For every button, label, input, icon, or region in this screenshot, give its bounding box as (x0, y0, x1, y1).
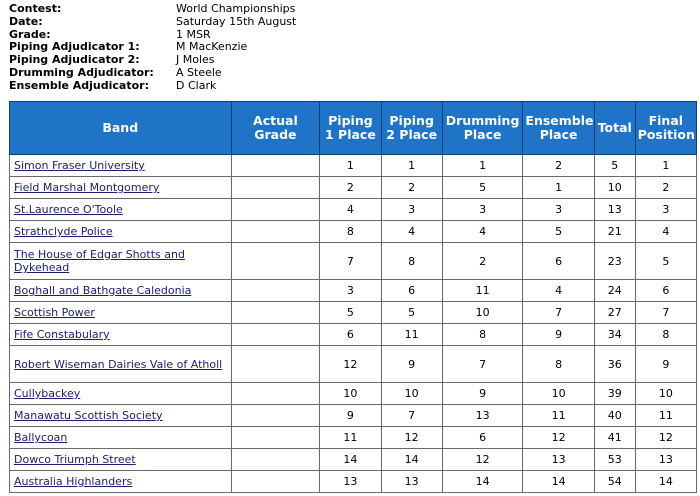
meta-label: Grade: (9, 27, 51, 41)
header-final-position: Final Position (635, 102, 696, 155)
cell-drumming-place: 12 (442, 449, 523, 471)
cell-piping-1-place: 12 (320, 346, 381, 383)
meta-value: M MacKenzie (176, 40, 248, 54)
cell-ensemble-place: 14 (523, 471, 594, 493)
band-link[interactable]: Strathclyde Police (14, 225, 113, 238)
cell-actual-grade (231, 427, 320, 449)
table-row (10, 155, 697, 177)
cell-piping-1-place: 9 (320, 405, 381, 427)
band-link[interactable]: The House of Edgar Shotts and Dykehead (14, 248, 185, 274)
cell-total: 23 (594, 243, 635, 280)
meta-row-date (9, 16, 296, 29)
cell-actual-grade (231, 324, 320, 346)
table-row (10, 243, 697, 280)
cell-actual-grade (231, 346, 320, 383)
table-header-row (10, 102, 697, 155)
header-drumming-place: Drumming Place (442, 102, 523, 155)
meta-label: Piping Adjudicator 1: (9, 40, 140, 54)
table-row (10, 324, 697, 346)
meta-row-ensemble-adjudicator (9, 80, 296, 93)
cell-piping-2-place: 5 (381, 302, 442, 324)
cell-piping-2-place: 14 (381, 449, 442, 471)
cell-ensemble-place: 8 (523, 346, 594, 383)
header-ensemble-place: Ensemble Place (523, 102, 594, 155)
meta-label: Date: (9, 14, 43, 28)
cell-piping-1-place: 3 (320, 280, 381, 302)
cell-piping-1-place: 7 (320, 243, 381, 280)
cell-band (10, 449, 232, 471)
cell-total: 53 (594, 449, 635, 471)
cell-ensemble-place: 4 (523, 280, 594, 302)
cell-piping-2-place: 1 (381, 155, 442, 177)
cell-final-position: 7 (635, 302, 696, 324)
cell-piping-1-place: 5 (320, 302, 381, 324)
cell-piping-2-place: 11 (381, 324, 442, 346)
meta-label: Contest: (9, 2, 62, 15)
results-body (10, 155, 697, 493)
cell-ensemble-place: 10 (523, 383, 594, 405)
cell-drumming-place: 5 (442, 177, 523, 199)
cell-band (10, 471, 232, 493)
meta-row-drumming-adjudicator (9, 67, 296, 80)
cell-piping-1-place: 6 (320, 324, 381, 346)
header-actual-grade: Actual Grade (231, 102, 320, 155)
cell-ensemble-place: 3 (523, 199, 594, 221)
cell-actual-grade (231, 177, 320, 199)
cell-piping-1-place: 4 (320, 199, 381, 221)
cell-band (10, 302, 232, 324)
cell-piping-2-place: 13 (381, 471, 442, 493)
cell-total: 34 (594, 324, 635, 346)
band-link[interactable]: Cullybackey (14, 387, 81, 400)
cell-piping-2-place: 4 (381, 221, 442, 243)
cell-final-position: 3 (635, 199, 696, 221)
cell-band (10, 221, 232, 243)
cell-drumming-place: 11 (442, 280, 523, 302)
band-link[interactable]: Simon Fraser University (14, 159, 145, 172)
meta-value: A Steele (176, 65, 222, 79)
meta-value: Saturday 15th August (176, 14, 297, 28)
header-total: Total (594, 102, 635, 155)
table-row (10, 280, 697, 302)
cell-piping-1-place: 11 (320, 427, 381, 449)
cell-total: 54 (594, 471, 635, 493)
cell-actual-grade (231, 302, 320, 324)
cell-total: 13 (594, 199, 635, 221)
cell-final-position: 2 (635, 177, 696, 199)
cell-piping-2-place: 6 (381, 280, 442, 302)
cell-total: 40 (594, 405, 635, 427)
table-row (10, 302, 697, 324)
cell-band (10, 383, 232, 405)
cell-drumming-place: 9 (442, 383, 523, 405)
cell-final-position: 1 (635, 155, 696, 177)
cell-ensemble-place: 11 (523, 405, 594, 427)
cell-total: 27 (594, 302, 635, 324)
cell-final-position: 9 (635, 346, 696, 383)
cell-total: 36 (594, 346, 635, 383)
cell-band (10, 280, 232, 302)
cell-total: 24 (594, 280, 635, 302)
meta-value: D Clark (176, 78, 217, 92)
cell-actual-grade (231, 221, 320, 243)
cell-drumming-place: 1 (442, 155, 523, 177)
cell-band (10, 324, 232, 346)
cell-piping-1-place: 2 (320, 177, 381, 199)
cell-actual-grade (231, 199, 320, 221)
cell-drumming-place: 8 (442, 324, 523, 346)
cell-ensemble-place: 1 (523, 177, 594, 199)
cell-piping-2-place: 7 (381, 405, 442, 427)
cell-band (10, 427, 232, 449)
cell-band (10, 243, 232, 280)
cell-actual-grade (231, 471, 320, 493)
meta-value: 1 MSR (176, 27, 211, 41)
band-link[interactable]: Scottish Power (14, 306, 95, 319)
cell-ensemble-place: 6 (523, 243, 594, 280)
cell-final-position: 6 (635, 280, 696, 302)
cell-total: 10 (594, 177, 635, 199)
cell-actual-grade (231, 383, 320, 405)
cell-total: 39 (594, 383, 635, 405)
cell-piping-2-place: 8 (381, 243, 442, 280)
band-link[interactable]: Dowco Triumph Street (14, 453, 136, 466)
table-row (10, 427, 697, 449)
cell-band (10, 405, 232, 427)
cell-actual-grade (231, 155, 320, 177)
cell-final-position: 11 (635, 405, 696, 427)
cell-piping-1-place: 1 (320, 155, 381, 177)
cell-drumming-place: 7 (442, 346, 523, 383)
cell-drumming-place: 13 (442, 405, 523, 427)
table-row (10, 221, 697, 243)
cell-actual-grade (231, 280, 320, 302)
band-link[interactable]: Boghall and Bathgate Caledonia (14, 284, 192, 297)
cell-band (10, 177, 232, 199)
band-link[interactable]: Field Marshal Montgomery (14, 181, 160, 194)
cell-drumming-place: 10 (442, 302, 523, 324)
cell-final-position: 12 (635, 427, 696, 449)
cell-piping-2-place: 9 (381, 346, 442, 383)
cell-total: 21 (594, 221, 635, 243)
cell-drumming-place: 3 (442, 199, 523, 221)
cell-final-position: 4 (635, 221, 696, 243)
cell-final-position: 8 (635, 324, 696, 346)
band-link[interactable]: Manawatu Scottish Society (14, 409, 163, 422)
band-link[interactable]: Fife Constabulary (14, 328, 110, 341)
cell-band (10, 346, 232, 383)
table-row (10, 471, 697, 493)
cell-drumming-place: 4 (442, 221, 523, 243)
band-link[interactable]: Robert Wiseman Dairies Vale of Atholl (14, 357, 223, 371)
cell-total: 41 (594, 427, 635, 449)
cell-total: 5 (594, 155, 635, 177)
cell-ensemble-place: 13 (523, 449, 594, 471)
header-piping-2-place: Piping 2 Place (381, 102, 442, 155)
cell-ensemble-place: 7 (523, 302, 594, 324)
cell-actual-grade (231, 449, 320, 471)
cell-ensemble-place: 5 (523, 221, 594, 243)
cell-piping-2-place: 10 (381, 383, 442, 405)
meta-value: J Moles (176, 53, 215, 67)
header-band: Band (10, 102, 232, 155)
cell-drumming-place: 6 (442, 427, 523, 449)
cell-piping-2-place: 12 (381, 427, 442, 449)
cell-final-position: 10 (635, 383, 696, 405)
cell-final-position: 13 (635, 449, 696, 471)
cell-final-position: 14 (635, 471, 696, 493)
contest-details (9, 3, 296, 93)
meta-label: Ensemble Adjudicator: (9, 78, 149, 92)
table-row (10, 177, 697, 199)
meta-label: Piping Adjudicator 2: (9, 53, 140, 67)
cell-piping-2-place: 3 (381, 199, 442, 221)
cell-ensemble-place: 12 (523, 427, 594, 449)
cell-ensemble-place: 9 (523, 324, 594, 346)
cell-band (10, 199, 232, 221)
cell-piping-1-place: 14 (320, 449, 381, 471)
cell-piping-1-place: 13 (320, 471, 381, 493)
table-row (10, 346, 697, 383)
band-link[interactable]: St.Laurence O'Toole (14, 203, 123, 216)
cell-piping-1-place: 8 (320, 221, 381, 243)
cell-drumming-place: 2 (442, 243, 523, 280)
table-row (10, 405, 697, 427)
cell-piping-1-place: 10 (320, 383, 381, 405)
cell-actual-grade (231, 243, 320, 280)
results-table (9, 101, 697, 493)
cell-actual-grade (231, 405, 320, 427)
table-row (10, 383, 697, 405)
table-row (10, 449, 697, 471)
header-piping-1-place: Piping 1 Place (320, 102, 381, 155)
band-link[interactable]: Australia Highlanders (14, 475, 133, 488)
meta-row-contest (9, 3, 296, 16)
table-row (10, 199, 697, 221)
cell-final-position: 5 (635, 243, 696, 280)
cell-band (10, 155, 232, 177)
meta-label: Drumming Adjudicator: (9, 65, 154, 79)
band-link[interactable]: Ballycoan (14, 431, 68, 444)
cell-ensemble-place: 2 (523, 155, 594, 177)
cell-piping-2-place: 2 (381, 177, 442, 199)
cell-drumming-place: 14 (442, 471, 523, 493)
meta-value: World Championships (176, 2, 296, 15)
